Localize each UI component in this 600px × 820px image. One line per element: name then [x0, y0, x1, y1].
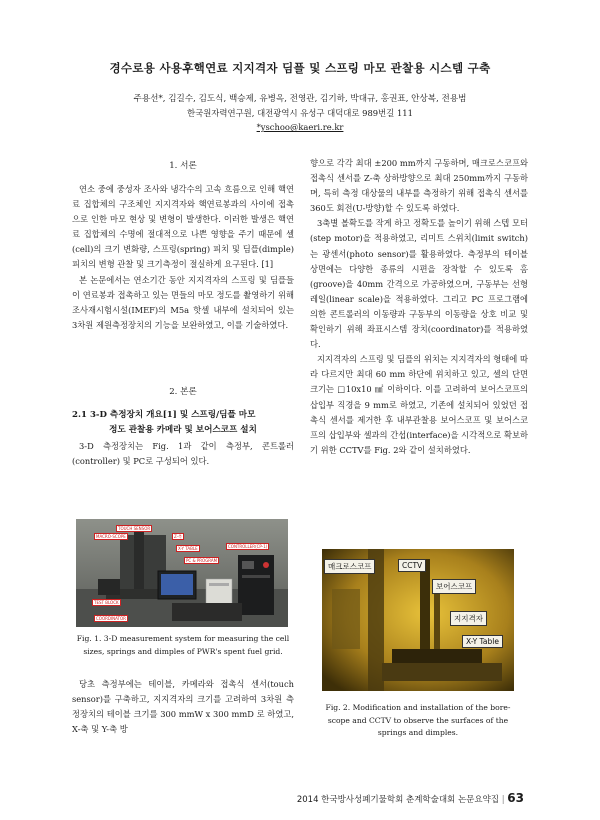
fig1-label-test-block: TEST BLOCK: [94, 600, 119, 605]
subsection-heading-line-2: 정도 관찰용 카메라 및 보어스코프 설치: [109, 424, 257, 435]
body-paragraph-1: 3-D 측정장치는 Fig. 1과 같이 측정부, 콘트롤러(controller) 및 PC로 구성되어 있다.: [72, 441, 294, 467]
affiliation: 한국원자력연구원, 대전광역시 유성구 대덕대로 989번길 111: [187, 108, 413, 118]
body-text-2: [72, 677, 294, 737]
fig1-label-coordinator: COORDINATOR: [96, 616, 126, 621]
right-column-text: [310, 156, 528, 458]
intro-paragraph-2: 본 논문에서는 연소기간 동안 지지격자의 스프링 및 딤플들이 연료봉과 접촉하고 있는 면들의 마모 정도를 촬영하기 위해 조사재시험시설(IMEF)의 M5a 핫셀 내부에 설치되어 있는 3차원 제원측정장치의 기능을 보완하였고, 이를 기술하였다.: [72, 274, 294, 330]
intro-paragraph-1: 연소 중에 중성자 조사와 냉각수의 고속 흐름으로 인해 핵연료 집합체의 구조체인 지지격자와 핵연료봉과의 사이에 접촉으로 인한 마모 현상 및 변형이 발생한다. 이러한 발생은 핵연료 집합체의 수명에 절대적으로 나쁜 영향을 주기 때문에 셀(cell)의 크기 변화량, 스프링(spring) 피치 및 딤플(dimple) 피치의 변형 관찰 및 크기측정이 절실하게 요구된다. [1]: [72, 184, 294, 270]
subsection-heading: [72, 408, 294, 437]
body-heading: 2. 본론: [169, 387, 197, 397]
fig1-label-macroscope: MACRO-SCOPE: [96, 534, 126, 539]
right-paragraph-1: 향으로 각각 최대 ±200 mm까지 구동하며, 매크로스코프와 접촉식 센서를 Z-축 상하방향으로 최대 250mm까지 구동하며, 특히 측정 대상물의 내부를 측정하기 위해 접촉식 센서를 360도 회전(U-방향)할 수 있도록 하였다.: [310, 158, 528, 214]
fig1-label-pc-program: PC & PROGRAM: [186, 558, 218, 563]
fig1-label-z-axis: Z-축: [174, 534, 182, 539]
author-email[interactable]: *yschoo@kaeri.re.kr: [256, 122, 344, 132]
subsection-heading-line-1: 2.1 3-D 측정장치 개요[1] 및 스프링/딤플 마모: [72, 410, 256, 420]
body-paragraph-2: 당초 측정부에는 테이블, 카메라와 접촉식 센서(touch sensor)를 구축하고, 지지격자의 크기를 고려하여 3차원 측정장치의 테이블 크기를 300 mmW x 300 mmD 로 하였고, X-축 및 Y-축 방: [72, 679, 294, 735]
figure-2-photo: [322, 549, 514, 691]
author-list: 주용선*, 김길수, 김도식, 백승제, 유병옥, 전영관, 김기하, 박대규, 홍권표, 안상복, 전용범: [133, 94, 467, 104]
fig2-label-grid: 지지격자: [450, 611, 487, 626]
figure-1-photo: [76, 519, 288, 627]
fig1-label-touch-sensor: TOUCH SENSOR: [118, 526, 151, 531]
body-text-1: [72, 439, 294, 469]
intro-text: [72, 182, 294, 333]
right-paragraph-2: 3축별 볼확도를 작게 하고 정확도를 높이기 위해 스텝 모터(step motor)을 적용하였고, 리미트 스위치(limit switch)는 광센서(photo sensor)를 활용하였다. 측정부의 테이블 상면에는 다양한 종류의 시편을 장착할 수 있도록 홈(groove)을 40mm 간격으로 가공하였으며, 구동부는 선형레일(linear scale)을 적용하였다. 그리고 PC 프로그램에 의한 콘트롤러의 이동량과 구동부의 이동량을 상호 비교 및 확인하기 위해 좌표시스템 장치(coordinator)를 적용하였다.: [310, 218, 528, 350]
paper-title: 경수로용 사용후핵연료 지지격자 딤플 및 스프링 마모 관찰용 시스템 구축: [109, 61, 491, 75]
right-paragraph-3: 지지격자의 스프링 및 딤플의 위치는 지지격자의 형태에 따라 다르지만 최대 60 mm 하단에 위치하고 있고, 셀의 단면크기는 □10x10 ㎟ 이하이다. 이를 고려하여 보어스코프의 삽입부 직경을 9 mm로 하였고, 기존에 설치되어 있었던 접촉식 센서를 제거한 후 내부관찰용 보어스코프 및 보어스코프의 삽입부와 셀과의 간섭(interface)을 시각적으로 확보하기 위한 CCTV를 Fig. 2와 같이 설치하였다.: [310, 354, 528, 455]
fig2-label-macroscope: 매크로스코프: [324, 559, 375, 574]
fig2-label-borescope: 보어스코프: [432, 579, 476, 594]
fig2-label-xy-table: X-Y Table: [462, 635, 503, 648]
page-number: 63: [507, 791, 524, 805]
fig1-label-xy-table: X-Y TABLE: [178, 546, 198, 551]
figure-2-caption: Fig. 2. Modification and installation of the bore-scope and CCTV to observe the surfaces of the springs and dimples.: [325, 703, 511, 737]
page-footer: 2014 한국방사성폐기물학회 춘계학술대회 논문요약집 | 63: [296, 791, 524, 805]
intro-heading: 1. 서론: [169, 161, 197, 171]
fig2-label-cctv: CCTV: [398, 559, 426, 572]
fig1-label-controller: CONTROLLER(CP-1): [228, 544, 268, 549]
figure-1-caption: Fig. 1. 3-D measurement system for measuring the cell sizes, springs and dimples of PWR's spent fuel grid.: [76, 634, 290, 656]
footer-text: 2014 한국방사성폐기물학회 춘계학술대회 논문요약집: [296, 795, 500, 805]
